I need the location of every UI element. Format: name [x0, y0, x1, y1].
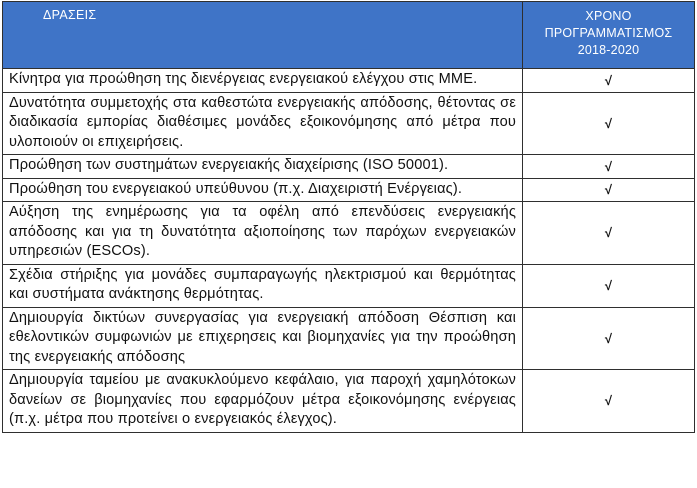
- checkmark-icon: √: [523, 69, 695, 93]
- action-text: Δημιουργία ταμείου με ανακυκλούμενο κεφάλαιο, για παροχή χαμηλότοκων δανείων σε βιομηχανίες που εφαρμόζουν μέτρα εξοικονόμησης ενέργειας (π.χ. μέτρα που προτείνει ο ενεργειακός έλεγχος).: [3, 370, 523, 433]
- header-row: [3, 2, 695, 69]
- table-row: [3, 155, 695, 179]
- table-row: [3, 370, 695, 433]
- header-schedule-line2: ΠΡΟΓΡΑΜΜΑΤΙΣΜΟΣ: [544, 26, 673, 40]
- table-row: [3, 202, 695, 265]
- action-text: Αύξηση της ενημέρωσης για τα οφέλη από επενδύσεις ενεργειακής απόδοσης και για τη δυνατότητα αξιοποίησης των παρόχων ενεργειακών υπηρεσιών (ESCOs).: [3, 202, 523, 265]
- checkmark-icon: √: [523, 370, 695, 433]
- checkmark-icon: √: [523, 178, 695, 202]
- action-text: Δημιουργία δικτύων συνεργασίας για ενεργειακή απόδοση Θέσπιση και εθελοντικών συμφωνιών με επιχερησεις και βιομηχανίες για την προώθηση της ενεργειακής απόδοσης: [3, 307, 523, 370]
- header-schedule: [523, 2, 695, 69]
- table-row: [3, 178, 695, 202]
- action-text: Κίνητρα για προώθηση της διενέργειας ενεργειακού ελέγχου στις ΜΜΕ.: [3, 69, 523, 93]
- header-schedule-line1: ΧΡΟΝΟ: [585, 9, 632, 23]
- action-text: Δυνατότητα συμμετοχής στα καθεστώτα ενεργειακής απόδοσης, θέτοντας σε διαδικασία εμπορίας διαθέσιμες μονάδες εξοικονόμησης από μέτρα που υλοποιούν οι επιχειρήσεις.: [3, 92, 523, 155]
- checkmark-icon: √: [523, 264, 695, 307]
- action-text: Προώθηση του ενεργειακού υπεύθυνου (π.χ. Διαχειριστή Ενέργειας).: [3, 178, 523, 202]
- checkmark-icon: √: [523, 307, 695, 370]
- table-body: [3, 69, 695, 433]
- header-actions: ΔΡΑΣΕΙΣ: [3, 2, 523, 69]
- table-row: [3, 92, 695, 155]
- action-text: Προώθηση των συστημάτων ενεργειακής διαχείρισης (ISO 50001).: [3, 155, 523, 179]
- table-row: [3, 307, 695, 370]
- action-text: Σχέδια στήριξης για μονάδες συμπαραγωγής ηλεκτρισμού και θερμότητας και συστήματα ανάκτησης θερμότητας.: [3, 264, 523, 307]
- checkmark-icon: √: [523, 155, 695, 179]
- checkmark-icon: √: [523, 202, 695, 265]
- checkmark-icon: √: [523, 92, 695, 155]
- table-row: [3, 264, 695, 307]
- table-row: [3, 69, 695, 93]
- header-schedule-line3: 2018-2020: [577, 43, 640, 57]
- actions-schedule-table: [2, 1, 695, 433]
- table-header: [3, 2, 695, 69]
